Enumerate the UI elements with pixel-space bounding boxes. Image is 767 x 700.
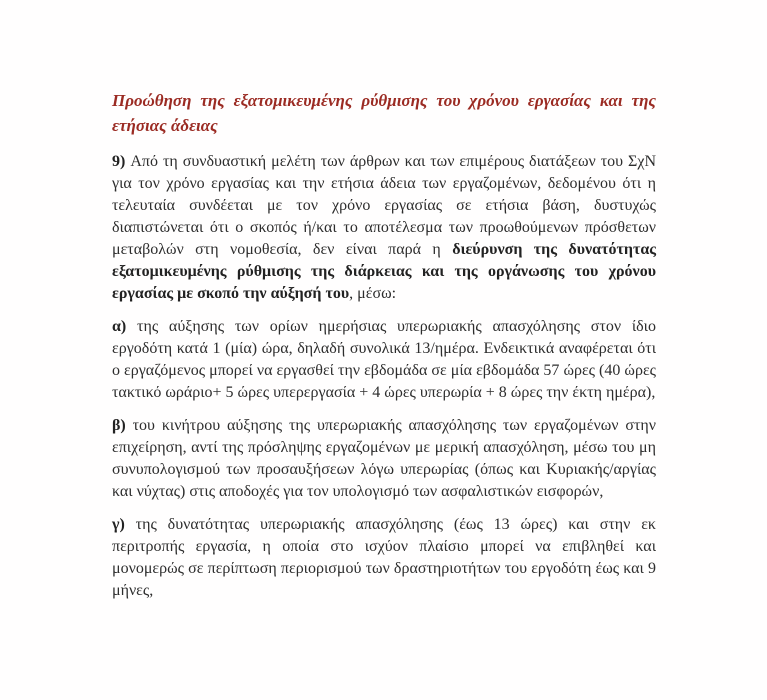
paragraph-9-text: Από τη συνδυαστική μελέτη των άρθρων και των επιμέρους διατάξεων του ΣχΝ για τον χρόνο εργασίας και την ετήσια άδεια των εργαζομένων, δεδομένου ότι η τελευταία συνδέεται με τον χρόνο εργασίας σε ετήσια βάση, δυστυχώς διαπιστώνεται ότι ο σκοπός ή/και το αποτέλεσμα των προωθούμενων πρόσθετων μεταβολών στη νομοθεσία, δεν είναι παρά η: [112, 153, 657, 258]
paragraph-gamma: [112, 514, 656, 602]
paragraph-9-text-end: , μέσω:: [349, 285, 397, 302]
paragraph-alpha-marker: α): [112, 318, 138, 335]
paragraph-beta: [112, 415, 656, 503]
paragraph-alpha-text: της αύξησης των ορίων ημερήσιας υπερωριακής απασχόλησης στον ίδιο εργοδότη κατά 1 (μία) ώρα, δηλαδή συνολικά 13/ημέρα. Ενδεικτικά αναφέρεται ότι ο εργαζόμενος μπορεί να εργασθεί την εβδομάδα σε μία εβδομάδα 57 ώρες (40 ώρες τακτικό ωράριο+ 5 ώρες υπερεργασία + 4 ώρες υπερωρία + 8 ώρες την έκτη ημέρα),: [112, 318, 656, 401]
document-content: [112, 88, 656, 602]
paragraph-gamma-marker: γ): [112, 516, 136, 533]
section-heading: Προώθηση της εξατομικευμένης ρύθμισης του χρόνου εργασίας και της ετήσιας άδειας: [112, 91, 656, 135]
paragraph-beta-marker: β): [112, 417, 133, 434]
paragraph-9-bold-phrase: διεύρυνση της δυνατότητας εξατομικευμένης ρύθμισης της διάρκειας και της οργάνωσης του χρόνου εργασίας με σκοπό την αύξησή του: [112, 241, 656, 302]
paragraph-9: [112, 151, 656, 305]
paragraph-gamma-text: της δυνατότητας υπερωριακής απασχόλησης (έως 13 ώρες) και στην εκ περιτροπής εργασία, η οποία στο ισχύον πλαίσιο μπορεί να επιβληθεί και μονομερώς σε περίπτωση περιορισμού των δραστηριοτήτων του εργοδότη έως και 9 μήνες,: [112, 516, 656, 599]
paragraph-alpha: [112, 316, 656, 404]
paragraph-beta-text: του κινήτρου αύξησης της υπερωριακής απασχόλησης των εργαζομένων στην επιχείρηση, αντί της πρόσληψης εργαζομένων με μερική απασχόληση, μέσω του μη συνυπολογισμού των προσαυξήσεων λόγω υπερωρίας (όπως και Κυριακής/αργίας και νύχτας) στις αποδοχές για τον υπολογισμό των ασφαλιστικών εισφορών,: [112, 417, 656, 500]
paragraph-9-number: 9): [112, 153, 131, 170]
